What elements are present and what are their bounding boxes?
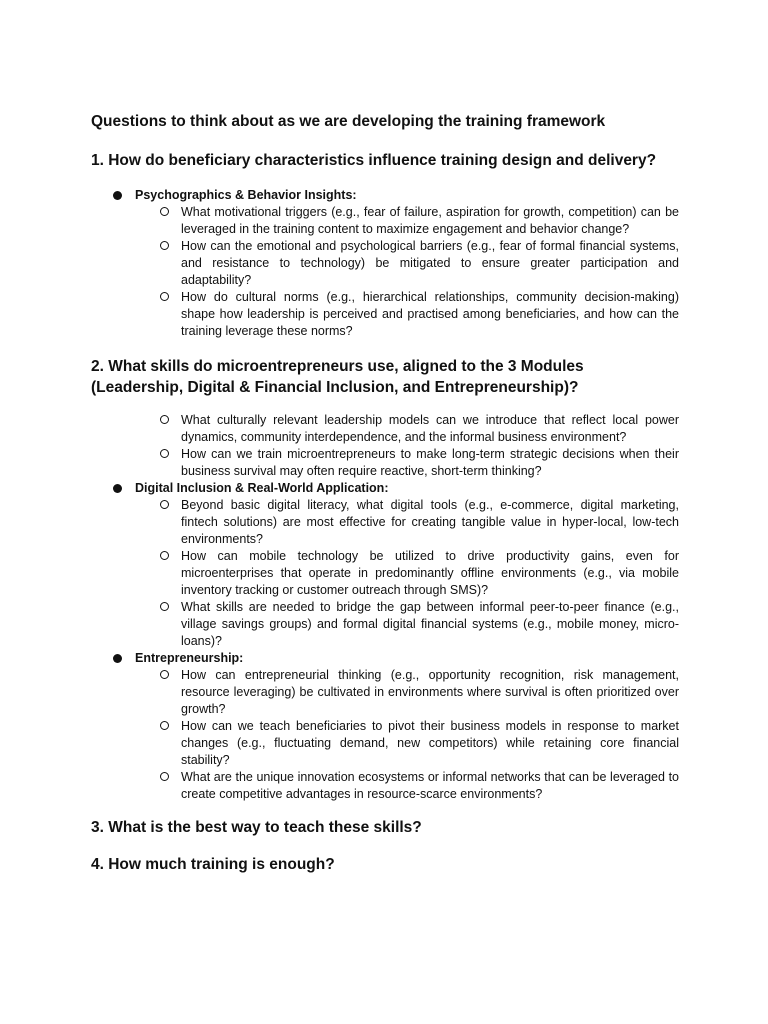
sub-list xyxy=(135,497,679,650)
hollow-bullet-icon xyxy=(160,415,169,424)
hollow-bullet-icon xyxy=(160,772,169,781)
hollow-bullet-icon xyxy=(160,207,169,216)
hollow-bullet-icon xyxy=(160,292,169,301)
hollow-bullet-icon xyxy=(160,551,169,560)
sub-item xyxy=(135,718,679,769)
hollow-bullet-icon xyxy=(160,241,169,250)
sub-item-text: How can the emotional and psychological barriers (e.g., fear of formal financial systems, and resistance to technology) be mitigated to ensure greater participation and adaptability? xyxy=(181,239,679,287)
sub-item xyxy=(135,497,679,548)
document-title: Questions to think about as we are developing the training framework xyxy=(91,113,606,130)
sub-list xyxy=(135,667,679,803)
sub-item-text: What culturally relevant leadership models can we introduce that reflect local power dynamics, community interdependence, and the informal business environment? xyxy=(181,413,679,444)
filled-bullet-icon xyxy=(113,484,122,493)
hollow-bullet-icon xyxy=(160,500,169,509)
question-2-bullets xyxy=(91,480,679,803)
sub-item xyxy=(135,204,679,238)
sub-item-text: What motivational triggers (e.g., fear of failure, aspiration for growth, competition) can be leveraged in the training content to maximize engagement and behavior change? xyxy=(181,205,679,236)
question-3-heading: 3. What is the best way to teach these skills? xyxy=(91,819,422,836)
sub-item-text: How can mobile technology be utilized to drive productivity gains, even for microenterprises that operate in predominantly offline environments (e.g., via mobile inventory tracking or customer outreach through SMS)? xyxy=(181,549,679,597)
sub-item-text: Beyond basic digital literacy, what digital tools (e.g., e-commerce, digital marketing, fintech solutions) are most effective for creating tangible value in hyper-local, low-tech environments? xyxy=(181,498,679,546)
sub-list xyxy=(135,204,679,340)
bullet-heading: Psychographics & Behavior Insights: xyxy=(135,188,357,202)
sub-item xyxy=(91,412,679,446)
question-4-heading: 4. How much training is enough? xyxy=(91,856,335,873)
sub-item-text: How do cultural norms (e.g., hierarchical relationships, community decision-making) shape how leadership is perceived and practised among beneficiaries, and how can the training leverage these norms? xyxy=(181,290,679,338)
document-page xyxy=(91,112,679,875)
hollow-bullet-icon xyxy=(160,602,169,611)
sub-item-text: How can we teach beneficiaries to pivot their business models in response to market changes (e.g., fluctuating demand, new competitors) while retaining core financial stability? xyxy=(181,719,679,767)
sub-item xyxy=(135,548,679,599)
bullet-entrepreneurship xyxy=(91,650,679,803)
question-1-heading: 1. How do beneficiary characteristics influence training design and delivery? xyxy=(91,152,657,169)
sub-item xyxy=(135,599,679,650)
sub-item xyxy=(135,238,679,289)
sub-item xyxy=(91,446,679,480)
sub-item-text: How can we train microentrepreneurs to make long-term strategic decisions when their business survival may often require reactive, short-term thinking? xyxy=(181,447,679,478)
hollow-bullet-icon xyxy=(160,721,169,730)
sub-item-text: How can entrepreneurial thinking (e.g., opportunity recognition, risk management, resource leveraging) be cultivated in environments where survival is often prioritized over growth? xyxy=(181,668,679,716)
filled-bullet-icon xyxy=(113,191,122,200)
bullet-digital-inclusion xyxy=(91,480,679,650)
bullet-heading: Digital Inclusion & Real-World Application: xyxy=(135,481,389,495)
bullet-heading: Entrepreneurship: xyxy=(135,651,244,665)
leadership-sub-list xyxy=(91,412,679,480)
question-2-heading: 2. What skills do microentrepreneurs use, aligned to the 3 Modules (Leadership, Digital & Financial Inclusion, and Entrepreneurship)? xyxy=(91,358,584,396)
sub-item xyxy=(135,667,679,718)
sub-item xyxy=(135,769,679,803)
sub-item-text: What skills are needed to bridge the gap between informal peer-to-peer finance (e.g., village savings groups) and formal digital financial systems (e.g., mobile money, micro-loans)? xyxy=(181,600,679,648)
hollow-bullet-icon xyxy=(160,670,169,679)
sub-item-text: What are the unique innovation ecosystems or informal networks that can be leveraged to create competitive advantages in resource-scarce environments? xyxy=(181,770,679,801)
question-1-bullets xyxy=(91,187,679,340)
bullet-psychographics xyxy=(91,187,679,340)
hollow-bullet-icon xyxy=(160,449,169,458)
filled-bullet-icon xyxy=(113,654,122,663)
sub-item xyxy=(135,289,679,340)
